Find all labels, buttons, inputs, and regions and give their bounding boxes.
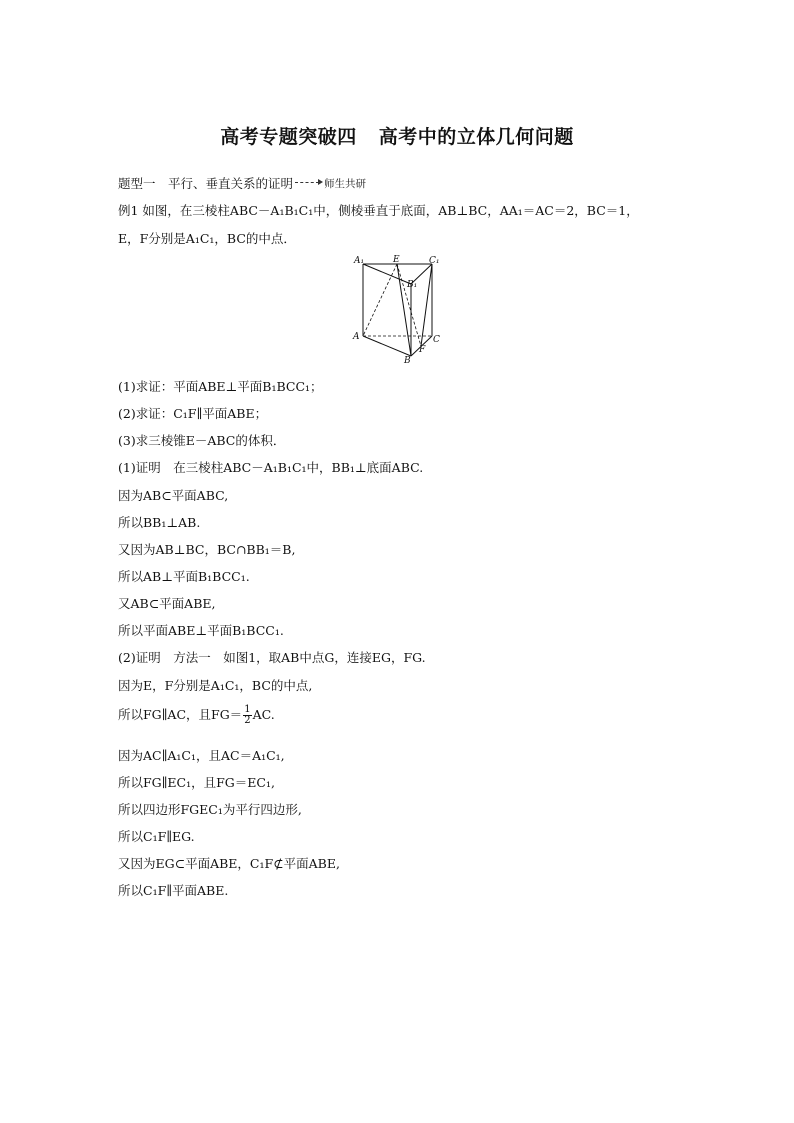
proof-line: 又因为EG⊂平面ABE，C₁F⊄平面ABE, [118, 856, 340, 871]
fg-line [118, 705, 275, 726]
question-2: (2)求证：C₁F∥平面ABE； [118, 406, 268, 421]
fraction-numerator: 1 [244, 704, 251, 715]
arrow-icon [295, 182, 319, 184]
proof-line: 所以C₁F∥EG. [118, 829, 195, 844]
title-part1: 高考专题突破四 [220, 126, 357, 148]
proof-line: 所以四边形FGEC₁为平行四边形, [118, 802, 302, 817]
fg-suffix: AC. [252, 707, 275, 722]
label-A1: A₁ [354, 256, 365, 266]
proof-line: 所以BB₁⊥AB. [118, 515, 201, 530]
proof-line: 又因为AB⊥BC，BC∩BB₁＝B, [118, 542, 296, 557]
example-line-2: E，F分别是A₁C₁，BC的中点． [118, 231, 296, 246]
proof-line: 因为AC∥A₁C₁，且AC＝A₁C₁, [118, 748, 285, 763]
proof-line: 所以平面ABE⊥平面B₁BCC₁. [118, 623, 284, 638]
example-line-1: 例1 如图，在三棱柱ABC－A₁B₁C₁中，侧棱垂直于底面，AB⊥BC，AA₁＝AC＝2，BC＝1， [118, 203, 639, 218]
page-title [0, 122, 794, 149]
proof-line: 又AB⊂平面ABE, [118, 596, 216, 611]
question-3: (3)求三棱锥E－ABC的体积． [118, 433, 286, 448]
proof-line: (2)证明 方法一 如图1，取AB中点G，连接EG，FG. [118, 650, 426, 665]
question-1: (1)求证：平面ABE⊥平面B₁BCC₁； [118, 379, 323, 394]
section-label: 题型一 平行、垂直关系的证明 [118, 176, 294, 191]
label-B1: B₁ [407, 280, 418, 290]
title-part2: 高考中的立体几何问题 [378, 126, 574, 148]
label-E: E [393, 255, 400, 265]
proof-line: 因为AB⊂平面ABC, [118, 488, 229, 503]
proof-line: 所以AB⊥平面B₁BCC₁. [118, 569, 250, 584]
label-A: A [353, 332, 360, 342]
proof-line: 因为E，F分别是A₁C₁，BC的中点, [118, 678, 313, 693]
section-heading [118, 174, 366, 192]
label-C1: C₁ [429, 256, 440, 266]
fraction-denominator: 2 [244, 715, 251, 726]
proof-line: (1)证明 在三棱柱ABC－A₁B₁C₁中，BB₁⊥底面ABC. [118, 460, 424, 475]
fraction [243, 705, 251, 726]
fg-prefix: 所以FG∥AC，且FG＝ [118, 707, 243, 722]
label-C: C [433, 335, 440, 345]
proof-line: 所以FG∥EC₁，且FG＝EC₁, [118, 775, 275, 790]
prism-figure [344, 252, 454, 367]
label-B: B [404, 356, 411, 366]
section-tag: 师生共研 [324, 177, 367, 190]
label-F: F [419, 345, 426, 355]
proof-line: 所以C₁F∥平面ABE. [118, 883, 229, 898]
